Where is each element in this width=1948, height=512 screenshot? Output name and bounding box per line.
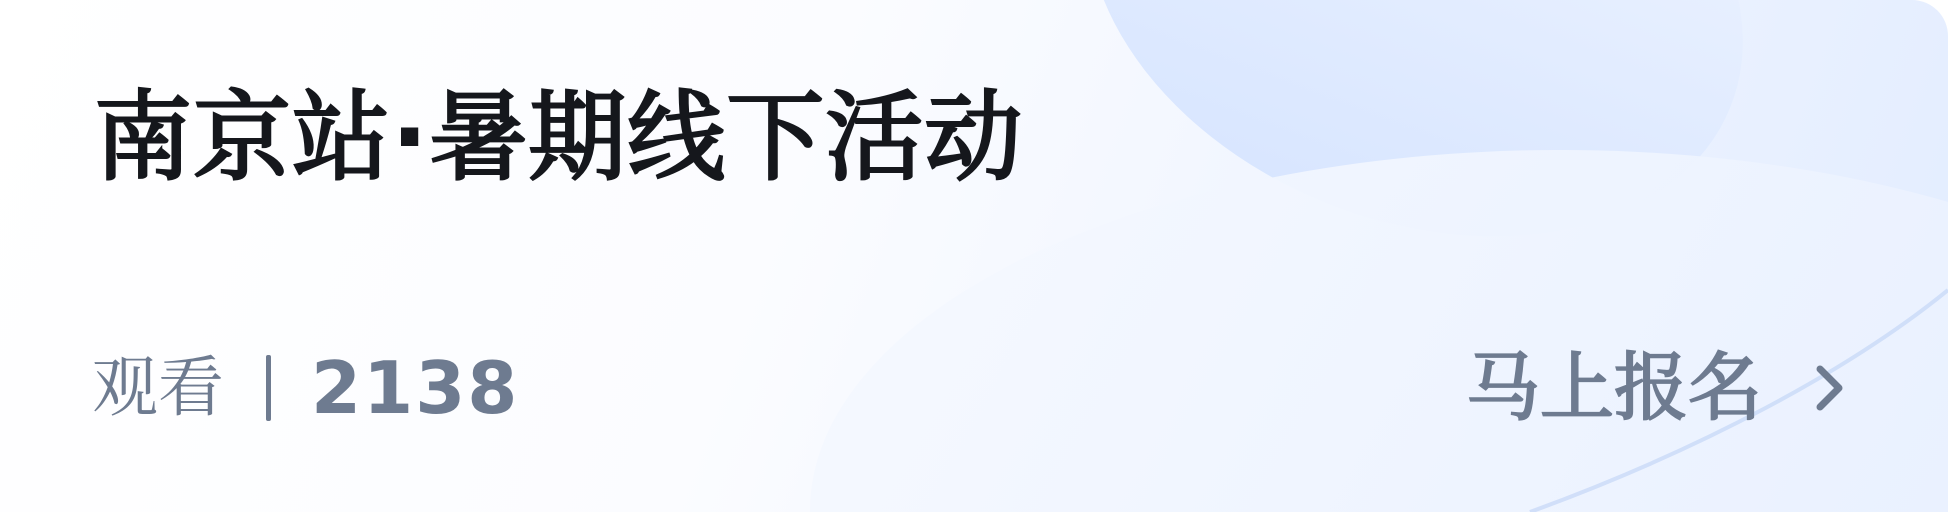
chevron-right-icon <box>1810 363 1850 413</box>
signup-button[interactable] <box>1466 345 1850 431</box>
event-title: 南京站·暑期线下活动 <box>94 81 1024 195</box>
views-label: 观看 <box>92 349 224 426</box>
signup-label: 马上报名 <box>1466 345 1762 431</box>
stats-divider <box>266 355 271 421</box>
view-stats <box>92 346 520 430</box>
views-count: 2138 <box>311 346 520 430</box>
